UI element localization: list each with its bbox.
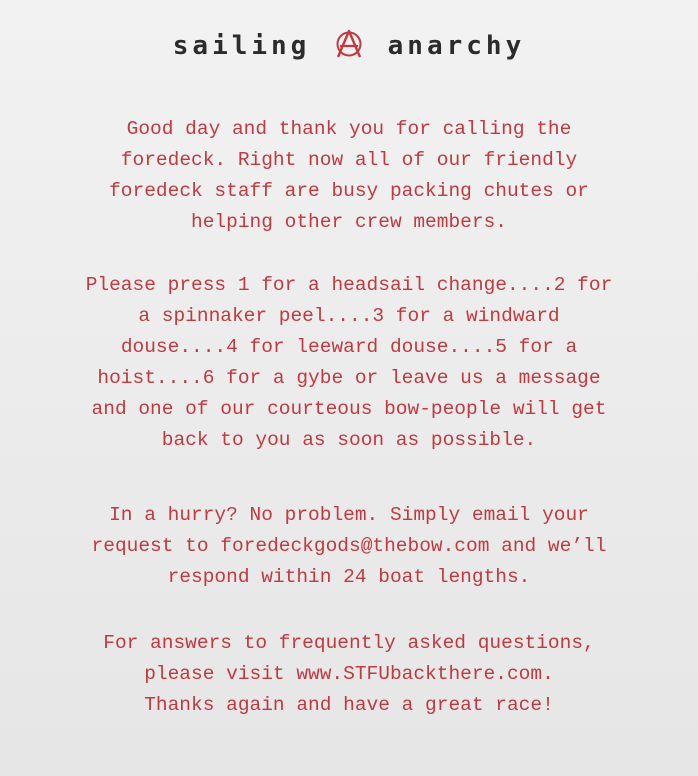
- brand-name-left: sailing: [172, 30, 311, 61]
- text-line: a spinnaker peel....3 for a windward: [138, 305, 560, 327]
- email-paragraph: [0, 500, 698, 593]
- text-line: please visit www.STFUbackthere.com.: [144, 663, 554, 685]
- text-line: foredeck. Right now all of our friendly: [120, 149, 578, 171]
- text-line: hoist....6 for a gybe or leave us a message: [97, 367, 601, 389]
- text-line: request to foredeckgods@thebow.com and we’ll: [91, 535, 607, 557]
- greeting-paragraph: [0, 114, 698, 238]
- brand-header: [0, 30, 698, 61]
- text-line: back to you as soon as possible.: [161, 429, 537, 451]
- text-line: foredeck staff are busy packing chutes or: [109, 180, 589, 202]
- text-line: For answers to frequently asked questions,: [103, 632, 595, 654]
- brand-name-right: anarchy: [387, 30, 526, 61]
- text-line: douse....4 for leeward douse....5 for a: [120, 336, 578, 358]
- text-line: Good day and thank you for calling the: [126, 118, 572, 140]
- text-line: helping other crew members.: [191, 211, 507, 233]
- options-paragraph: [0, 270, 698, 456]
- text-line: Please press 1 for a headsail change....2 for: [85, 274, 613, 296]
- anarchy-circle-a-icon: [334, 29, 364, 59]
- text-line: respond within 24 boat lengths.: [167, 566, 531, 588]
- text-line: Thanks again and have a great race!: [144, 694, 554, 716]
- text-line: and one of our courteous bow-people will get: [91, 398, 607, 420]
- faq-paragraph: [0, 628, 698, 721]
- text-line: In a hurry? No problem. Simply email your: [109, 504, 589, 526]
